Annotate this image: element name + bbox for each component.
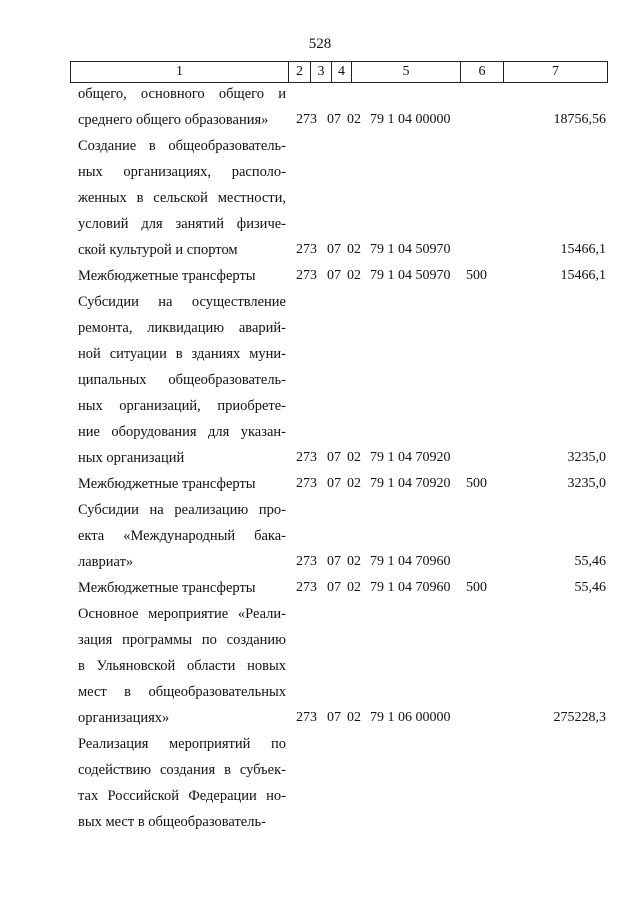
row-text-line: Субсидии на осуществление — [78, 294, 286, 310]
cell-target-article: 79 1 04 70960 — [370, 580, 451, 595]
cell-expense-type: 500 — [466, 580, 487, 595]
row-text-line: ремонта, ликвидацию аварий- — [78, 320, 286, 336]
row-text-line: ных организациях, располо- — [78, 164, 286, 180]
cell-subsection: 02 — [347, 580, 361, 595]
cell-expense-type: 500 — [466, 268, 487, 283]
row-text-line: ципальных общеобразователь- — [78, 372, 286, 388]
page-number: 528 — [308, 36, 332, 52]
cell-code: 273 — [296, 554, 317, 569]
cell-code: 273 — [296, 476, 317, 491]
table-header — [70, 61, 608, 83]
cell-subsection: 02 — [347, 242, 361, 257]
cell-section: 07 — [327, 450, 341, 465]
cell-subsection: 02 — [347, 710, 361, 725]
row-text-line: Межбюджетные трансферты — [78, 580, 256, 596]
cell-target-article: 79 1 04 50970 — [370, 268, 451, 283]
cell-amount: 3235,0 — [567, 476, 606, 491]
row-text-line: зация программы по созданию — [78, 632, 286, 648]
cell-amount: 55,46 — [574, 580, 606, 595]
cell-amount: 15466,1 — [560, 242, 606, 257]
cell-section: 07 — [327, 112, 341, 127]
cell-code: 273 — [296, 242, 317, 257]
row-text-line: в Ульяновской области новых — [78, 658, 286, 674]
row-text-line: вых мест в общеобразователь- — [78, 814, 266, 830]
row-text-line: Создание в общеобразователь- — [78, 138, 286, 154]
cell-target-article: 79 1 04 70920 — [370, 450, 451, 465]
cell-section: 07 — [327, 554, 341, 569]
cell-expense-type: 500 — [466, 476, 487, 491]
header-col-4: 4 — [332, 62, 352, 82]
header-col-2: 2 — [289, 62, 311, 82]
row-text-line: общего, основного общего и — [78, 86, 286, 102]
cell-code: 273 — [296, 268, 317, 283]
cell-target-article: 79 1 04 70960 — [370, 554, 451, 569]
cell-amount: 15466,1 — [560, 268, 606, 283]
cell-target-article: 79 1 04 00000 — [370, 112, 451, 127]
cell-section: 07 — [327, 580, 341, 595]
row-text-line: Межбюджетные трансферты — [78, 268, 256, 284]
cell-section: 07 — [327, 242, 341, 257]
cell-code: 273 — [296, 450, 317, 465]
cell-target-article: 79 1 04 70920 — [370, 476, 451, 491]
cell-section: 07 — [327, 268, 341, 283]
row-text-line: екта «Международный бака- — [78, 528, 286, 544]
row-text-line: Основное мероприятие «Реали- — [78, 606, 286, 622]
row-text-line: ных организаций — [78, 450, 185, 466]
cell-amount: 18756,56 — [553, 112, 606, 127]
cell-subsection: 02 — [347, 554, 361, 569]
header-col-6: 6 — [461, 62, 504, 82]
row-text-line: условий для занятий физиче- — [78, 216, 286, 232]
row-text-line: ных организаций, приобрете- — [78, 398, 286, 414]
cell-amount: 275228,3 — [553, 710, 606, 725]
cell-code: 273 — [296, 710, 317, 725]
header-col-5: 5 — [352, 62, 461, 82]
cell-code: 273 — [296, 112, 317, 127]
row-text-line: Межбюджетные трансферты — [78, 476, 256, 492]
header-col-7: 7 — [552, 64, 559, 79]
cell-subsection: 02 — [347, 268, 361, 283]
row-text-line: ской культурой и спортом — [78, 242, 238, 258]
cell-subsection: 02 — [347, 450, 361, 465]
cell-amount: 55,46 — [574, 554, 606, 569]
cell-section: 07 — [327, 476, 341, 491]
row-text-line: организациях» — [78, 710, 170, 726]
row-text-line: Субсидии на реализацию про- — [78, 502, 286, 518]
row-text-line: содействию создания в субъек- — [78, 762, 286, 778]
cell-target-article: 79 1 06 00000 — [370, 710, 451, 725]
row-text-line: лавриат» — [78, 554, 134, 570]
row-text-line: женных в сельской местности, — [78, 190, 286, 206]
cell-code: 273 — [296, 580, 317, 595]
cell-section: 07 — [327, 710, 341, 725]
cell-subsection: 02 — [347, 112, 361, 127]
row-text-line: мест в общеобразовательных — [78, 684, 286, 700]
row-text-line: ной ситуации в зданиях муни- — [78, 346, 286, 362]
row-text-line: среднего общего образования» — [78, 112, 269, 128]
cell-subsection: 02 — [347, 476, 361, 491]
row-text-line: Реализация мероприятий по — [78, 736, 286, 752]
header-col-3: 3 — [311, 62, 332, 82]
header-col-1: 1 — [71, 62, 289, 82]
row-text-line: ние оборудования для указан- — [78, 424, 286, 440]
cell-amount: 3235,0 — [567, 450, 606, 465]
cell-target-article: 79 1 04 50970 — [370, 242, 451, 257]
row-text-line: тах Российской Федерации но- — [78, 788, 286, 804]
